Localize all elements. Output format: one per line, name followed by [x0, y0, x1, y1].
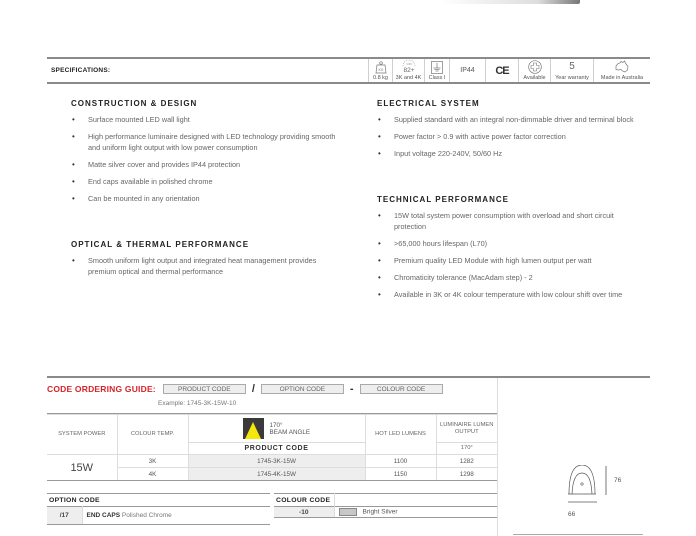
colour-temp-header: COLOUR TEMP. — [117, 415, 188, 455]
section-title: ELECTRICAL SYSTEM — [377, 99, 480, 108]
end-profile-drawing — [557, 465, 607, 509]
luminaire-output-header: LUMINAIRE LUMEN OUTPUT — [436, 415, 497, 443]
list-item: • High performance luminaire designed with LED technology providing smooth and uniform light output with low power consumption — [71, 132, 341, 153]
option-code-value: /17 — [47, 507, 82, 525]
ordering-guide-title: CODE ORDERING GUIDE: — [47, 384, 156, 394]
svg-text:KG: KG — [377, 67, 384, 72]
cri-icon — [400, 60, 418, 74]
product-code-cell: 1745-4K-15W — [188, 468, 365, 481]
ip-rating: IP44 — [460, 67, 475, 74]
ce-mark-icon: CE — [495, 64, 509, 77]
list-item: • Available in 3K or 4K colour temperature with low colour shift over time — [377, 290, 642, 301]
spec-icons — [368, 59, 650, 82]
option-code-box: OPTION CODE — [261, 384, 344, 394]
list-item: • Can be mounted in any orientation — [71, 194, 341, 205]
list-item: • 15W total system power consumption with overload and short circuit protection — [377, 211, 642, 232]
dimension-height: 76 — [614, 477, 622, 484]
ordering-example: Example: 1745-3K-15W-10 — [158, 400, 237, 407]
australia-map-icon — [614, 60, 630, 74]
list-item: • Surface mounted LED wall light — [71, 115, 341, 126]
colour-name: Bright Silver — [362, 508, 398, 516]
electrical-system-section — [377, 99, 642, 166]
spec-weight: KG 0.8 kg — [368, 59, 392, 82]
construction-design-section — [71, 99, 341, 211]
product-table — [47, 414, 497, 481]
separator: / — [251, 383, 255, 395]
product-image-edge — [440, 0, 580, 4]
list-item: • >65,000 hours lifespan (L70) — [377, 239, 642, 250]
colour-code-title: COLOUR CODE — [274, 494, 334, 507]
list-item: • Matte silver cover and provides IP44 protection — [71, 160, 341, 171]
specifications-title: SPECIFICATIONS: — [51, 67, 111, 74]
hot-led-lumens-header: HOT LED LUMENS — [365, 415, 436, 455]
svg-text:82+: 82+ — [402, 67, 415, 74]
beam-angle-icon — [243, 418, 264, 439]
list-item: • Smooth uniform light output and integrated heat management provides premium optical and thermal performance — [71, 256, 341, 277]
list-item: • Supplied standard with an integral non-dimmable driver and terminal block — [377, 115, 642, 126]
table-row — [47, 507, 270, 525]
warranty-icon: 5 — [569, 61, 575, 72]
spec-cri: CRI 82+ 3K and 4K — [392, 59, 424, 82]
divider — [497, 378, 498, 536]
weight-icon — [375, 60, 387, 74]
option-desc: Polished Chrome — [121, 512, 172, 519]
dimension-width: 66 — [568, 511, 576, 518]
list-item: • Chromaticity tolerance (MacAdam step) - 2 — [377, 273, 642, 284]
system-power-header: SYSTEM POWER — [47, 415, 117, 455]
spec-class: Class I — [424, 59, 449, 82]
colour-code-box: COLOUR CODE — [360, 384, 443, 394]
section-title: TECHNICAL PERFORMANCE — [377, 195, 509, 204]
specifications-bar — [47, 57, 650, 84]
divider — [513, 534, 643, 535]
colour-code-table — [274, 493, 497, 518]
code-ordering-guide — [47, 383, 443, 395]
beam-angle-header: 170° BEAM ANGLE — [188, 415, 365, 443]
list-item: • Power factor > 0.9 with active power factor correction — [377, 132, 642, 143]
table-row — [274, 507, 497, 518]
spec-ip-rating — [449, 59, 485, 82]
class-i-earth-icon — [431, 60, 443, 74]
system-power-value: 15W — [47, 455, 117, 481]
table-row: 15W 3K 1745-3K-15W 1100 1282 — [47, 455, 497, 468]
list-item: • Premium quality LED Module with high lumen output per watt — [377, 256, 642, 267]
list-item: • End caps available in polished chrome — [71, 177, 341, 188]
spec-available: Available — [518, 59, 550, 82]
list-item: • Input voltage 220-240V, 50/60 Hz — [377, 149, 642, 160]
spec-ce — [485, 59, 518, 82]
product-code-box: PRODUCT CODE — [163, 384, 246, 394]
colour-swatch — [339, 508, 357, 516]
luminaire-angle-header: 170° — [436, 443, 497, 455]
divider — [47, 376, 650, 378]
option-code-title: OPTION CODE — [47, 494, 270, 507]
section-title: CONSTRUCTION & DESIGN — [71, 99, 198, 108]
optical-thermal-section — [71, 240, 341, 284]
table-row: 4K 1745-4K-15W 1150 1298 — [47, 468, 497, 481]
technical-performance-section — [377, 195, 642, 307]
spec-warranty: 5 Year warranty — [550, 59, 593, 82]
available-plus-icon — [528, 60, 542, 74]
svg-text:CRI: CRI — [405, 62, 412, 66]
section-title: OPTICAL & THERMAL PERFORMANCE — [71, 240, 250, 249]
separator: - — [349, 383, 354, 395]
colour-code-value: -10 — [274, 507, 334, 518]
option-code-table — [47, 493, 270, 525]
product-code-cell: 1745-3K-15W — [188, 455, 365, 468]
height-dimension-line — [605, 466, 607, 496]
product-code-header: PRODUCT CODE — [188, 443, 365, 455]
option-name: END CAPS — [86, 512, 121, 519]
spec-made-in-australia: Made in Australia — [593, 59, 650, 82]
